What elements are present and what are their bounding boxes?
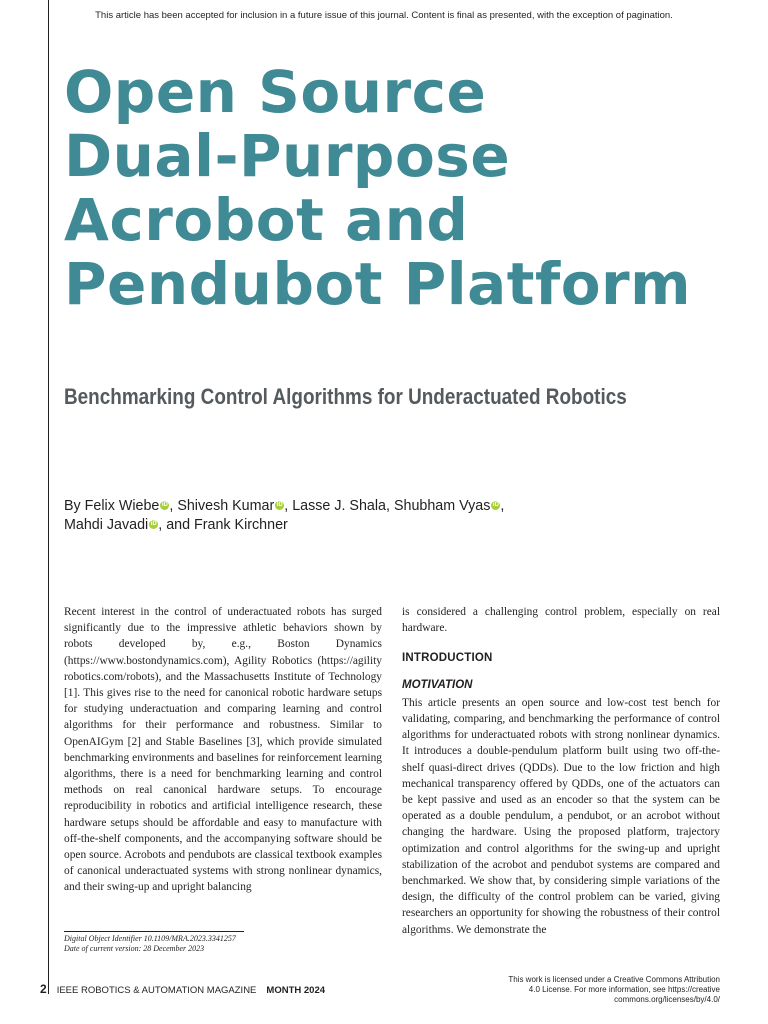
author-name: Shivesh Kumar bbox=[177, 498, 275, 514]
left-column bbox=[64, 604, 382, 896]
right-column bbox=[402, 604, 720, 938]
author-name: Mahdi Javadi bbox=[64, 517, 149, 533]
intro-paragraph: Recent interest in the control of underactuated robots has surged significantly due to the impressive athletic behaviors shown by robots developed by, e.g., Boston Dynamics (https://www.bostondynamics.com), Agility Robotics (https://agility robotics.com/robots), and the Massachusetts Institute of Technology [1]. This gives rise to the need for canonical robotic hardware setups for studying underactuation and comparing learning and control algorithms for their performance and robustness. Similar to OpenAIGym [2] and Stable Baselines [3], which provide simulated benchmarking environments and baselines for reinforcement learning algorithms, there is a need for benchmarking learning and control methods on real canonical hardware setups. To encourage reproducibility in robotics and artificial intelligence research, these hardware setups should be affordable and easy to manufacture with off-the-shelf components, and the accompanying software should be open source. Acrobots and pendubots are classical textbook examples of canonical underactuated systems with strong nonlinear dynamics, and their swing-up and upright balancing bbox=[64, 606, 382, 894]
author-name: Lasse J. Shala bbox=[292, 498, 387, 514]
author-byline: By Felix Wiebe iD , Shivesh Kumar iD , Lasse J. Shala, Shubham Vyas iD , Mahdi Javadi iD , and Frank Kirchner bbox=[64, 498, 505, 533]
magazine-name: IEEE ROBOTICS & AUTOMATION MAGAZINE bbox=[56, 985, 257, 996]
date-note: Date of current version: 28 December 2023 bbox=[64, 944, 205, 953]
orcid-icon[interactable]: iD bbox=[276, 502, 283, 508]
article-title bbox=[64, 60, 744, 316]
author-name: Felix Wiebe bbox=[84, 498, 160, 514]
footnote-rule bbox=[64, 931, 244, 932]
orcid-icon[interactable]: iD bbox=[492, 502, 499, 508]
author-name: Shubham Vyas bbox=[393, 498, 491, 514]
page-footer bbox=[40, 982, 325, 996]
issue-month: MONTH 2024 bbox=[266, 985, 326, 996]
license-note: This work is licensed under a Creative Commons Attribution 4.0 License. For more information, see https://creative commons.org/licenses/by/4.0/ bbox=[490, 975, 720, 1005]
title-line: Dual-Purpose bbox=[64, 122, 511, 190]
footnote bbox=[64, 931, 244, 954]
license-link[interactable]: 4.0 License. For more information, see https://creative bbox=[528, 985, 720, 994]
author-name: Frank Kirchner bbox=[194, 517, 288, 533]
orcid-icon[interactable]: iD bbox=[161, 502, 168, 508]
article-subtitle: Benchmarking Control Algorithms for Underactuated Robotics bbox=[64, 384, 627, 409]
doi-note: Digital Object Identifier 10.1109/MRA.2023.3341257 bbox=[64, 934, 236, 943]
margin-rule bbox=[48, 0, 49, 994]
license-link[interactable]: commons.org/licenses/by/4.0/ bbox=[614, 995, 720, 1004]
acceptance-notice: This article has been accepted for inclusion in a future issue of this journal. Content is final as presented, with the exception of pagination. bbox=[95, 10, 673, 21]
section-heading-introduction: INTRODUCTION bbox=[402, 652, 493, 665]
motivation-paragraph: This article presents an open source and low-cost test bench for validating, comparing, and benchmarking the performance of control algorithms for underactuated robots with strong nonlinear dynamics. It introduces a double-pendulum platform built using two off-the-shelf quasi-direct drives (QDDs). Due to the low friction and high mechanical transparency offered by QDDs, one of the actuators can be kept passive and used as an encoder so that the system can be operated as a double pendulum, a pendubot, or an acrobot without changing the hardware. Using the proposed platform, trajectory optimization and control algorithms for the swing-up and upright stabilization of the acrobot and pendubot systems are compared and benchmarked. We show that, by considering simple variations of the design, the difficulty of the control problem can be varied, giving researchers an opportunity for showing the robustness of their control algorithms. We demonstrate the bbox=[402, 696, 720, 936]
page-number: 2 bbox=[40, 982, 47, 996]
title-line: Open Source bbox=[64, 58, 487, 126]
title-line: Pendubot Platform bbox=[64, 250, 692, 318]
subsection-heading-motivation: MOTIVATION bbox=[402, 678, 473, 691]
orcid-icon[interactable]: iD bbox=[150, 521, 157, 527]
intro-continuation: is considered a challenging control problem, especially on real hardware. bbox=[402, 606, 720, 635]
title-line: Acrobot and bbox=[64, 186, 469, 254]
